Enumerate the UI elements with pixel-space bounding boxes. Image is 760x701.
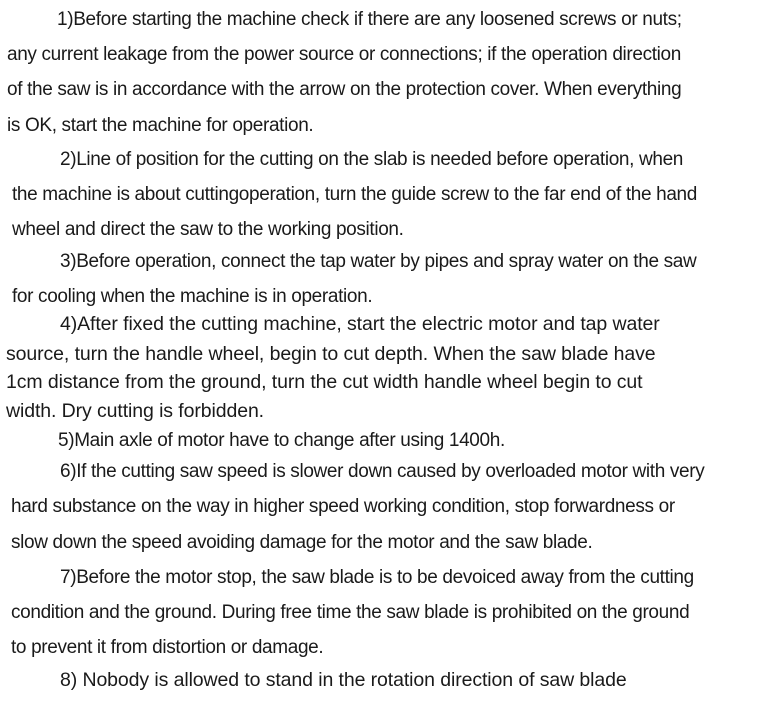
- paragraph-6-line-3: slow down the speed avoiding damage for the motor and the saw blade.: [11, 532, 593, 553]
- paragraph-6-line-1: 6)If the cutting saw speed is slower down caused by overloaded motor with very: [60, 461, 705, 482]
- paragraph-4-line-1: 4)After fixed the cutting machine, start the electric motor and tap water: [60, 313, 660, 335]
- paragraph-3-line-1: 3)Before operation, connect the tap water by pipes and spray water on the saw: [60, 251, 697, 272]
- paragraph-7-line-2: condition and the ground. During free time the saw blade is prohibited on the ground: [11, 602, 690, 623]
- paragraph-7-line-3: to prevent it from distortion or damage.: [11, 637, 324, 658]
- paragraph-7-line-1: 7)Before the motor stop, the saw blade is to be devoiced away from the cutting: [60, 567, 694, 588]
- paragraph-2-line-1: 2)Line of position for the cutting on the slab is needed before operation, when: [60, 149, 684, 170]
- paragraph-1-line-1: 1)Before starting the machine check if there are any loosened screws or nuts;: [57, 9, 682, 30]
- paragraph-6-line-2: hard substance on the way in higher speed working condition, stop forwardness or: [11, 496, 675, 517]
- paragraph-8-line-1: 8) Nobody is allowed to stand in the rotation direction of saw blade: [60, 669, 627, 691]
- paragraph-4-line-4: width. Dry cutting is forbidden.: [6, 400, 265, 422]
- paragraph-1-line-2: any current leakage from the power source or connections; if the operation direction: [7, 44, 681, 65]
- paragraph-3-line-2: for cooling when the machine is in operation.: [12, 286, 373, 307]
- paragraph-2-line-2: the machine is about cuttingoperation, turn the guide screw to the far end of the hand: [12, 184, 697, 205]
- paragraph-5-line-1: 5)Main axle of motor have to change after using 1400h.: [58, 430, 505, 451]
- paragraph-4-line-3: 1cm distance from the ground, turn the cut width handle wheel begin to cut: [6, 371, 643, 393]
- paragraph-4-line-2: source, turn the handle wheel, begin to cut depth. When the saw blade have: [6, 343, 656, 365]
- paragraph-1-line-3: of the saw is in accordance with the arrow on the protection cover. When everything: [7, 79, 682, 100]
- paragraph-2-line-3: wheel and direct the saw to the working position.: [12, 219, 404, 240]
- paragraph-1-line-4: is OK, start the machine for operation.: [7, 115, 314, 136]
